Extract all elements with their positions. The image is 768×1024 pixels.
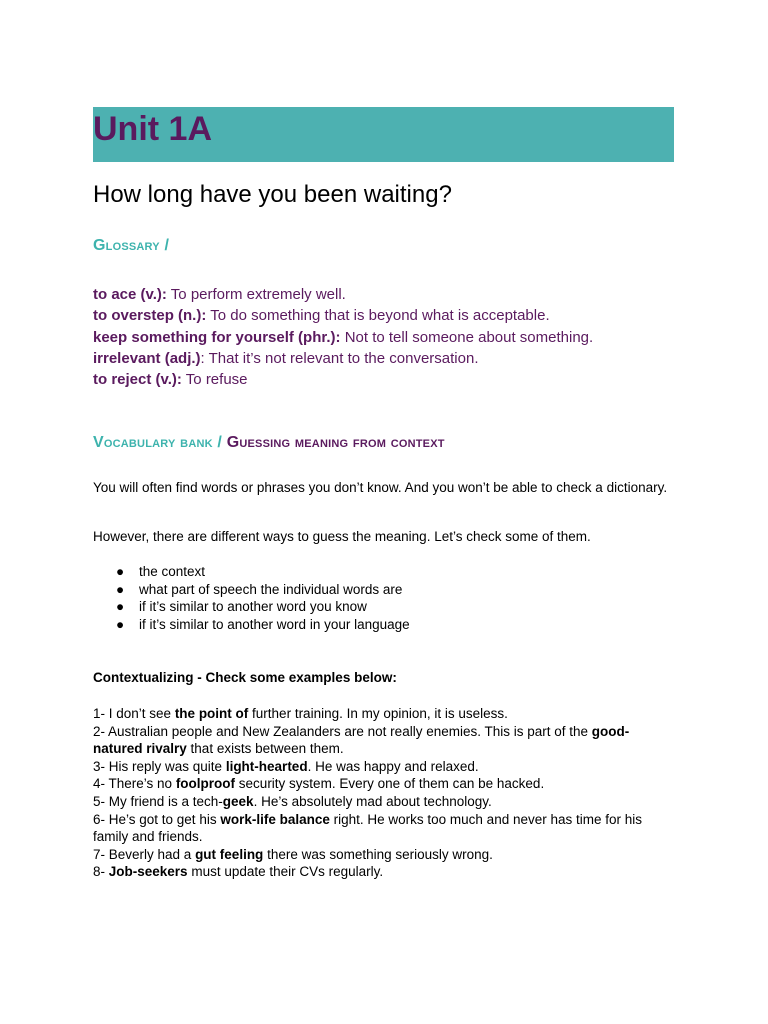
example-key-phrase: the point of [174, 706, 249, 721]
glossary-definition: To perform extremely well. [166, 286, 346, 303]
example-item [93, 705, 678, 723]
example-key-phrase: foolproof [175, 776, 236, 792]
glossary-heading: Glossary / [93, 237, 170, 254]
example-text-after: that exists between them. [186, 741, 344, 757]
glossary-term: irrelevant (adj.) [93, 349, 201, 367]
glossary-list [93, 284, 593, 390]
example-text-before: 3- His reply was quite [93, 758, 226, 774]
glossary-item [93, 348, 593, 369]
example-text-after: further training. In my opinion, it is useless. [248, 706, 508, 721]
vocabulary-heading [93, 433, 445, 453]
example-text-before: 4- There’s no [93, 776, 176, 792]
example-text-before: 2- Australian people and New Zealanders are not really enemies. This is part of the [93, 723, 592, 739]
glossary-definition: To refuse [181, 371, 248, 389]
example-text-after: . He’s absolutely mad about technology. [253, 793, 492, 809]
example-item [93, 863, 678, 881]
bullet-dot-icon: ● [116, 599, 125, 615]
bullet-item [93, 616, 410, 634]
example-text-before: 7- Beverly had a [93, 846, 196, 862]
bullet-text: the context [139, 564, 206, 579]
example-text-after: must update their CVs regularly. [187, 864, 384, 880]
methods-paragraph: However, there are different ways to guess the meaning. Let’s check some of them. [93, 529, 591, 544]
example-item [93, 723, 678, 758]
intro-paragraph: You will often find words or phrases you don’t know. And you won’t be able to check a dictionary. [93, 480, 668, 495]
example-item [93, 775, 678, 793]
example-key-phrase: light-hearted [225, 758, 308, 774]
example-text-after: . He was happy and relaxed. [307, 758, 479, 774]
glossary-term: to ace (v.): [93, 286, 167, 303]
examples-heading: Contextualizing - Check some examples below: [93, 670, 397, 685]
bullet-text: if it’s similar to another word you know [139, 599, 367, 615]
example-item [93, 846, 678, 864]
glossary-item [93, 327, 593, 348]
glossary-definition: : That it’s not relevant to the conversation. [200, 349, 479, 367]
example-text-before: 1- I don’t see [93, 706, 175, 721]
example-text-before: 6- He’s got to get his [93, 811, 221, 827]
example-key-phrase: good-natured rivalry [93, 723, 630, 757]
example-item [93, 758, 678, 776]
methods-bullet-list [93, 563, 410, 634]
bullet-dot-icon: ● [116, 564, 125, 579]
glossary-definition: To do something that is beyond what is acceptable. [206, 307, 550, 325]
example-key-phrase: gut feeling [195, 846, 264, 862]
bullet-text: what part of speech the individual words are [139, 581, 403, 597]
examples-list [93, 705, 678, 881]
example-text-before: 5- My friend is a tech- [93, 793, 223, 809]
unit-title: Unit 1A [93, 110, 212, 148]
example-key-phrase: work-life balance [220, 811, 330, 827]
lesson-subtitle: How long have you been waiting? [93, 181, 452, 208]
example-text-after: security system. Every one of them can be hacked. [235, 776, 545, 792]
vocabulary-heading-separator: / [212, 434, 227, 451]
glossary-definition: Not to tell someone about something. [340, 328, 594, 346]
glossary-item [93, 305, 593, 326]
glossary-term: to overstep (n.): [93, 307, 207, 325]
bullet-dot-icon: ● [116, 617, 125, 633]
vocabulary-heading-part1: Vocabulary bank [93, 434, 213, 451]
example-text-before: 8- [93, 864, 109, 880]
bullet-text: if it’s similar to another word in your language [139, 617, 410, 633]
example-text-after: right. He works too much and never has time for his family and friends. [93, 811, 643, 845]
glossary-term: to reject (v.): [93, 371, 182, 389]
example-key-phrase: Job-seekers [108, 864, 188, 880]
example-item [93, 793, 678, 811]
example-item [93, 811, 678, 846]
bullet-dot-icon: ● [116, 581, 125, 597]
vocabulary-heading-part2: Guessing meaning from context [226, 434, 445, 451]
bullet-item [93, 581, 410, 599]
example-key-phrase: geek [222, 793, 254, 809]
example-text-after: there was something seriously wrong. [263, 846, 493, 862]
bullet-item [93, 598, 410, 616]
bullet-item [93, 563, 410, 581]
glossary-item [93, 369, 593, 390]
glossary-term: keep something for yourself (phr.): [93, 328, 341, 346]
glossary-item [93, 284, 593, 305]
